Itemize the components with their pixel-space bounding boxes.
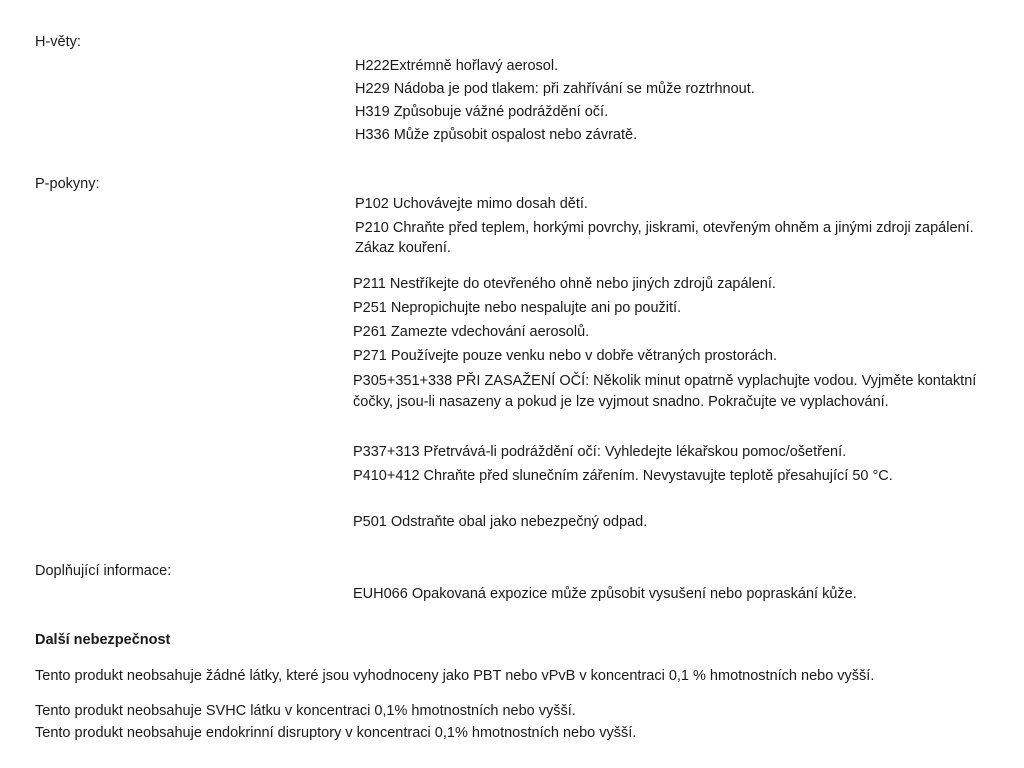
supplementary-info-label: Doplňující informace: [35,563,172,579]
p-statement-p410: P410+412 Chraňte před slunečním zářením. Nevystavujte teplotě přesahující 50 °C. [353,468,893,484]
p-statement-p102: P102 Uchovávejte mimo dosah dětí. [355,196,588,212]
other-hazards-pbt-paragraph: Tento produkt neobsahuje žádné látky, které jsou vyhodnoceny jako PBT nebo vPvB v koncentraci 0,1 % hmotnostních nebo vyšší. [35,668,875,684]
p-statement-p210: P210 Chraňte před teplem, horkými povrchy, jiskrami, otevřeným ohněm a jinými zdroji zapálení. Zákaz kouření. [355,220,974,256]
other-hazards-endocrine-paragraph: Tento produkt neobsahuje endokrinní disruptory v koncentraci 0,1% hmotnostních nebo vyšší. [35,725,637,741]
p-statement-p211: P211 Nestříkejte do otevřeného ohně nebo jiných zdrojů zapálení. [353,276,776,292]
p-statement-p271: P271 Používejte pouze venku nebo v dobře větraných prostorách. [353,348,777,364]
other-hazards-svhc-paragraph: Tento produkt neobsahuje SVHC látku v koncentraci 0,1% hmotnostních nebo vyšší. [35,703,576,719]
h-statement-h319: H319 Způsobuje vážné podráždění očí. [355,104,609,120]
p-statement-p251: P251 Nepropichujte nebo nespalujte ani po použití. [353,300,682,316]
supplementary-euh066: EUH066 Opakovaná expozice může způsobit vysušení nebo popraskání kůže. [353,586,857,602]
p-statement-p337: P337+313 Přetrvává-li podráždění očí: Vyhledejte lékařskou pomoc/ošetření. [353,444,847,460]
h-statement-h222: H222Extrémně hořlavý aerosol. [355,58,559,74]
h-statements-label: H-věty: [35,34,81,50]
p-statements-label: P-pokyny: [35,176,100,192]
p-statement-p305: P305+351+338 PŘI ZASAŽENÍ OČÍ: Několik minut opatrně vyplachujte vodou. Vyjměte kontaktní čočky, jsou-li nasazeny a pokud je lze vyjmout snadno. Pokračujte ve vyplachování. [353,373,977,410]
p-statement-p261: P261 Zamezte vdechování aerosolů. [353,324,590,340]
p-statement-p501: P501 Odstraňte obal jako nebezpečný odpad. [353,514,648,530]
other-hazards-heading: Další nebezpečnost [35,632,171,648]
h-statement-h229: H229 Nádoba je pod tlakem: při zahřívání se může roztrhnout. [355,81,755,97]
h-statement-h336: H336 Může způsobit ospalost nebo závratě. [355,127,638,143]
